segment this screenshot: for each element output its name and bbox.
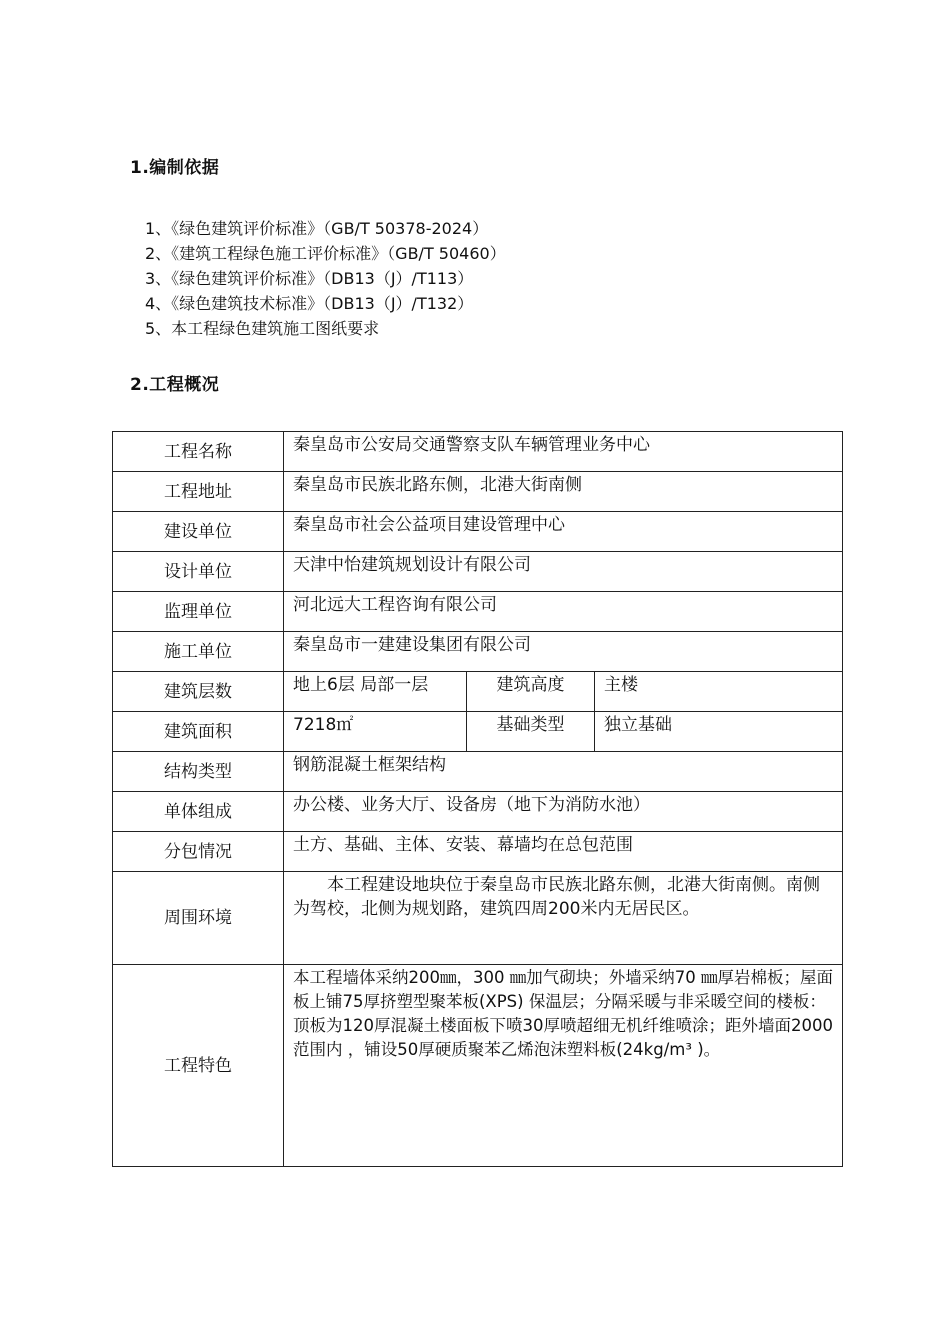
row-label: 建筑高度: [467, 672, 595, 712]
foundation-value: 独立基础: [595, 712, 843, 752]
row-label: 基础类型: [467, 712, 595, 752]
section-heading-overview: 2.工程概况: [130, 375, 220, 395]
basis-item: 1、《绿色建筑评价标准》（GB/T 50378-2024）: [145, 219, 489, 238]
height-value: 主楼: [595, 672, 843, 712]
row-label: 建筑层数: [113, 672, 284, 712]
table-row: [113, 712, 843, 752]
row-label: 施工单位: [113, 632, 284, 672]
basis-list: [145, 216, 506, 341]
table-row: [113, 872, 843, 965]
table-row: [113, 432, 843, 472]
row-label: 工程地址: [113, 472, 284, 512]
units-value: 办公楼、业务大厅、设备房（地下为消防水池）: [284, 792, 843, 832]
table-row: [113, 552, 843, 592]
floors-value: 地上6层 局部一层: [284, 672, 467, 712]
subcontract-value: 土方、基础、主体、安装、幕墙均在总包范围: [284, 832, 843, 872]
features-value: 本工程墙体采纳200㎜，300 ㎜加气砌块；外墙采纳70 ㎜厚岩棉板；屋面板上铺75厚挤塑型聚苯板(XPS) 保温层；分隔采暖与非采暖空间的楼板：顶板为120厚混凝土楼面板下喷30厚喷超细无机纤维喷涂；距外墙面2000范围内 ，铺设50厚硬质聚苯乙烯泡沫塑料板(24kg/m³ )。: [284, 965, 843, 1167]
designer-value: 天津中怡建筑规划设计有限公司: [284, 552, 843, 592]
project-name-value: 秦皇岛市公安局交通警察支队车辆管理业务中心: [284, 432, 843, 472]
basis-item: 3、《绿色建筑评价标准》（DB13（J）/T113）: [145, 269, 474, 288]
owner-value: 秦皇岛市社会公益项目建设管理中心: [284, 512, 843, 552]
basis-item: 5、本工程绿色建筑施工图纸要求: [145, 319, 380, 338]
basis-item: 4、《绿色建筑技术标准》（DB13（J）/T132）: [145, 294, 474, 313]
row-label: 工程名称: [113, 432, 284, 472]
supervisor-value: 河北远大工程咨询有限公司: [284, 592, 843, 632]
section-heading-basis: 1.编制依据: [130, 158, 220, 178]
row-label: 结构类型: [113, 752, 284, 792]
row-label: 单体组成: [113, 792, 284, 832]
row-label: 建设单位: [113, 512, 284, 552]
row-label: 设计单位: [113, 552, 284, 592]
table-row: [113, 672, 843, 712]
table-row: [113, 472, 843, 512]
project-overview-table: [112, 431, 843, 1167]
table-row: [113, 965, 843, 1167]
row-label: 周围环境: [113, 872, 284, 965]
area-value: 7218㎡: [284, 712, 467, 752]
table-row: [113, 832, 843, 872]
table-row: [113, 752, 843, 792]
table-row: [113, 592, 843, 632]
row-label: 工程特色: [113, 965, 284, 1167]
basis-item: 2、《建筑工程绿色施工评价标准》（GB/T 50460）: [145, 244, 506, 263]
row-label: 监理单位: [113, 592, 284, 632]
table-row: [113, 632, 843, 672]
row-label: 建筑面积: [113, 712, 284, 752]
structure-value: 钢筋混凝土框架结构: [284, 752, 843, 792]
contractor-value: 秦皇岛市一建建设集团有限公司: [284, 632, 843, 672]
project-address-value: 秦皇岛市民族北路东侧，北港大街南侧: [284, 472, 843, 512]
table-row: [113, 792, 843, 832]
table-row: [113, 512, 843, 552]
row-label: 分包情况: [113, 832, 284, 872]
environment-value: 本工程建设地块位于秦皇岛市民族北路东侧，北港大街南侧。南侧为驾校，北侧为规划路，建筑四周200米内无居民区。: [284, 872, 843, 965]
